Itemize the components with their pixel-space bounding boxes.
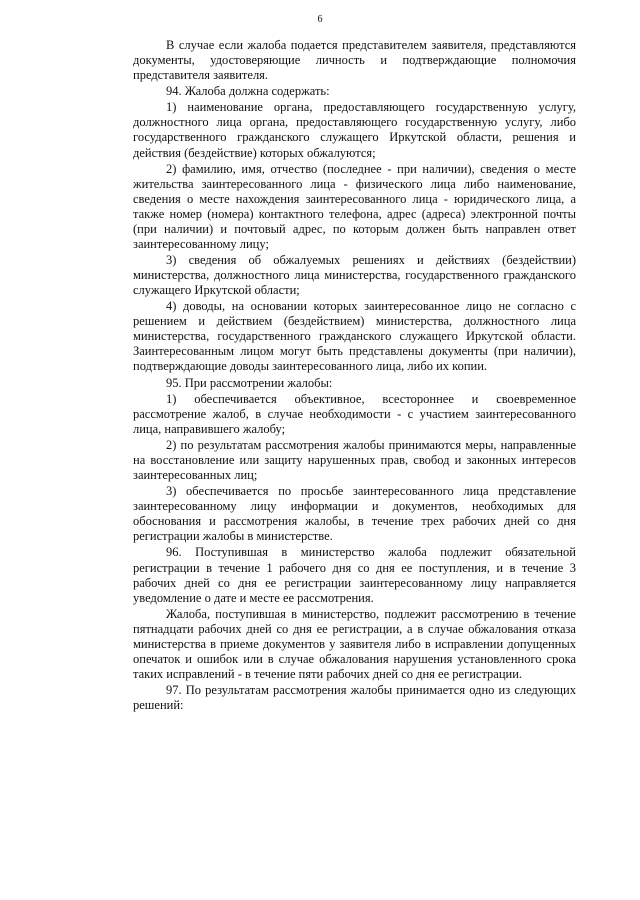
paragraph-95-item-2: 2) по результатам рассмотрения жалобы принимаются меры, направленные на восстановление или защиту нарушенных прав, свобод и законных интересов заинтересованных лиц;	[133, 437, 576, 483]
paragraph-95-item-3: 3) обеспечивается по просьбе заинтересованного лица представление заинтересованному лицу информации и документов, необходимых для обоснования и рассмотрения жалобы, в течение трех рабочих дней со дня регистрации жалобы в министерстве.	[133, 484, 576, 544]
paragraph-96: 96. Поступившая в министерство жалоба подлежит обязательной регистрации в течение 1 рабочего дня со дня ее поступления, и в течение 3 рабочих дней со дня ее регистрации заинтересованному лицу направляется уведомление о дате и месте ее рассмотрения.	[133, 545, 576, 605]
document-body	[133, 38, 576, 714]
page-number: 6	[317, 14, 323, 25]
paragraph-95-heading: 95. При рассмотрении жалобы:	[166, 375, 333, 390]
paragraph-complaint-review-period: Жалоба, поступившая в министерство, подлежит рассмотрению в течение пятнадцати рабочих дней со дня ее регистрации, а в случае обжалования отказа министерства в приеме документов у заявителя либо в исправлении допущенных опечаток и ошибок или в случае обжалования нарушения установленного срока таких исправлений - в течение пяти рабочих дней со дня ее регистрации.	[133, 606, 576, 681]
paragraph-97: 97. По результатам рассмотрения жалобы принимается одно из следующих решений:	[133, 683, 576, 713]
paragraph-representative-documents: В случае если жалоба подается представителем заявителя, представляются документы, удостоверяющие личность и подтверждающие полномочия представителя заявителя.	[133, 38, 576, 83]
paragraph-94-heading: 94. Жалоба должна содержать:	[166, 84, 330, 99]
paragraph-94-item-4: 4) доводы, на основании которых заинтересованное лицо не согласно с решением и действием (бездействием) министерства, должностного лица министерства, государственного гражданского служащего Иркутской области. Заинтересованным лицом могут быть представлены документы (при наличии), подтверждающие доводы заинтересованного лица, либо их копии.	[133, 299, 576, 374]
paragraph-94-item-2: 2) фамилию, имя, отчество (последнее - при наличии), сведения о месте жительства заинтересованного лица - физического лица либо наименование, сведения о месте нахождения заинтересованного лица - юридического лица, а также номер (номера) контактного телефона, адрес (адреса) электронной почты (при наличии) и почтовый адрес, по которым должен быть направлен ответ заинтересованному лицу;	[133, 161, 576, 251]
paragraph-94-item-3: 3) сведения об обжалуемых решениях и действиях (бездействии) министерства, должностного лица министерства, государственного гражданского служащего Иркутской области;	[133, 253, 576, 298]
paragraph-94-item-1: 1) наименование органа, предоставляющего государственную услугу, должностного лица органа, предоставляющего государственную услугу, либо государственного гражданского служащего Иркутской области, решения и действия (бездействие) которых обжалуются;	[133, 100, 576, 160]
paragraph-95-item-1: 1) обеспечивается объективное, всестороннее и своевременное рассмотрение жалоб, в случае необходимости - с участием заинтересованного лица, направившего жалобу;	[133, 391, 576, 436]
